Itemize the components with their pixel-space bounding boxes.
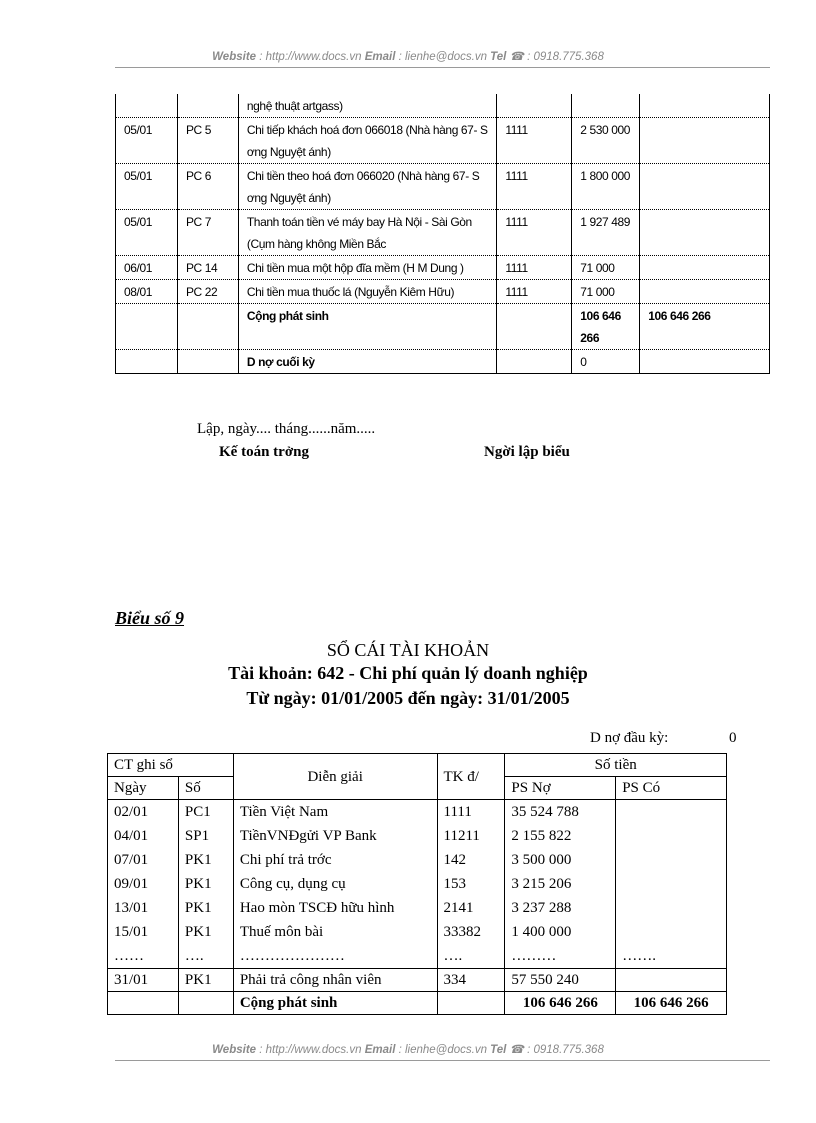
email-value: : lienhe@docs.vn	[395, 51, 491, 63]
cell-debit	[572, 94, 640, 118]
ledger-cell-date: 09/01	[108, 872, 179, 896]
email-label: Email	[364, 51, 396, 63]
ledger-cell-num: ….	[178, 944, 233, 969]
ledger-cell-desc: TiềnVNĐgửi VP Bank	[233, 824, 437, 848]
ledger-last-row: 31/01 PK1 Phải trả công nhân viên 334 57 550 240	[108, 969, 727, 992]
cell-date: 05/01	[116, 164, 178, 210]
cell-credit	[640, 256, 770, 280]
cell-acct: 1111	[497, 118, 572, 164]
cell-credit	[640, 164, 770, 210]
cell-desc: Chi tiền theo hoá đơn 066020 (Nhà hàng 67- S ơng Nguyệt ánh)	[238, 164, 497, 210]
cell-desc: nghệ thuật artgass)	[238, 94, 497, 118]
ledger-cell-acct: 2141	[437, 896, 505, 920]
cell-debit: 71 000	[572, 256, 640, 280]
ledger-cell-desc: Tiền Việt Nam	[233, 800, 437, 825]
ledger-cell-debit: 3 237 288	[505, 896, 616, 920]
tel-value: : 0918.775.368	[523, 51, 604, 63]
table-row	[116, 94, 770, 118]
cell-code: PC 5	[177, 118, 238, 164]
cell-acct	[497, 94, 572, 118]
cell-date: 05/01	[116, 118, 178, 164]
cell-acct: 1111	[497, 256, 572, 280]
ledger-cell-num: PK1	[178, 920, 233, 944]
table-row	[116, 256, 770, 280]
closing-value: 0	[572, 350, 640, 374]
ledger-cell-desc: Thuế môn bài	[233, 920, 437, 944]
header-ct: CT ghi sổ	[108, 754, 234, 777]
cell-date: 06/01	[116, 256, 178, 280]
header-amount: Số tiền	[505, 754, 727, 777]
closing-row	[116, 350, 770, 374]
table-row	[116, 280, 770, 304]
cell-debit: 1 927 489	[572, 210, 640, 256]
ledger-cell-date: 02/01	[108, 800, 179, 825]
ledger-cell-desc: Chi phí trả trớc	[233, 848, 437, 872]
ledger-cell-debit: ………	[505, 944, 616, 969]
header-divider	[115, 67, 770, 68]
table-row	[116, 164, 770, 210]
form-title: Biểu số 9	[115, 608, 185, 628]
cell-code: PC 14	[177, 256, 238, 280]
cell-credit	[640, 94, 770, 118]
cell-credit	[640, 210, 770, 256]
ledger-header-row-1	[108, 754, 727, 777]
cell-debit: 1 800 000	[572, 164, 640, 210]
ledger-cell-credit	[616, 800, 727, 825]
ledger-cell-acct: 33382	[437, 920, 505, 944]
page-footer: Website : http://www.docs.vn Email : lienhe@docs.vn Tel ☎ : 0918.775.368	[212, 1044, 604, 1056]
phone-icon: ☎	[509, 51, 524, 63]
chief-accountant-label: Kế toán trởng	[219, 444, 309, 460]
table-row	[116, 210, 770, 256]
ledger-period: Từ ngày: 01/01/2005 đến ngày: 31/01/2005	[246, 688, 570, 708]
opening-balance-label: D nợ đầu kỳ:	[590, 730, 669, 746]
tel-label: Tel	[490, 51, 507, 63]
ledger-account: Tài khoản: 642 - Chi phí quản lý doanh nghiệp	[228, 663, 588, 683]
phone-icon: ☎	[509, 1044, 524, 1056]
cell-acct: 1111	[497, 280, 572, 304]
ledger-table	[107, 753, 727, 1015]
ledger-row	[108, 848, 727, 872]
ledger-row	[108, 944, 727, 969]
ledger-cell-num: PK1	[178, 896, 233, 920]
cell-code: PC 7	[177, 210, 238, 256]
ledger-cell-date: 13/01	[108, 896, 179, 920]
ledger-cell-credit	[616, 848, 727, 872]
ledger-cell-debit: 2 155 822	[505, 824, 616, 848]
cell-desc: Chi tiền mua thuốc lá (Nguyễn Kiêm Hữu)	[238, 280, 497, 304]
page-header	[0, 49, 816, 63]
ledger-title: SỔ CÁI TÀI KHOẢN	[326, 640, 490, 660]
ledger-cell-acct: 153	[437, 872, 505, 896]
ledger-row	[108, 872, 727, 896]
expense-detail-table	[115, 94, 770, 374]
ledger-cell-num: PK1	[178, 848, 233, 872]
total-credit: 106 646 266	[640, 304, 770, 350]
cell-code: PC 6	[177, 164, 238, 210]
ledger-cell-acct: 142	[437, 848, 505, 872]
ledger-cell-desc: …………………	[233, 944, 437, 969]
ledger-cell-date: 04/01	[108, 824, 179, 848]
total-label: Cộng phát sinh	[238, 304, 497, 350]
cell-debit: 71 000	[572, 280, 640, 304]
total-debit: 106 646 266	[572, 304, 640, 350]
cell-acct: 1111	[497, 210, 572, 256]
header-credit: PS Có	[616, 777, 727, 800]
ledger-cell-credit	[616, 896, 727, 920]
ledger-total-credit: 106 646 266	[616, 992, 727, 1015]
cell-code: PC 22	[177, 280, 238, 304]
ledger-cell-date: ……	[108, 944, 179, 969]
cell-desc: Thanh toán tiền vé máy bay Hà Nội - Sài Gòn (Cụm hàng không Miền Bắc	[238, 210, 497, 256]
cell-date: 08/01	[116, 280, 178, 304]
preparer-label: Ngời lập biểu	[484, 444, 570, 460]
ledger-cell-credit	[616, 872, 727, 896]
ledger-row	[108, 896, 727, 920]
signature-date-line: Lập, ngày.... tháng......năm.....	[197, 421, 376, 437]
header-debit: PS Nợ	[505, 777, 616, 800]
ledger-cell-acct: 1111	[437, 800, 505, 825]
footer-divider	[115, 1060, 770, 1061]
header-num: Số	[178, 777, 233, 800]
website-label: Website	[212, 51, 257, 63]
ledger-cell-date: 07/01	[108, 848, 179, 872]
ledger-total-debit: 106 646 266	[505, 992, 616, 1015]
ledger-cell-debit: 3 500 000	[505, 848, 616, 872]
ledger-cell-acct: 11211	[437, 824, 505, 848]
ledger-cell-credit: …….	[616, 944, 727, 969]
ledger-cell-date: 15/01	[108, 920, 179, 944]
cell-date	[116, 94, 178, 118]
ledger-row	[108, 800, 727, 825]
ledger-cell-num: PC1	[178, 800, 233, 825]
header-desc: Diễn giải	[233, 754, 437, 800]
website-value: : http://www.docs.vn	[256, 51, 365, 63]
cell-code	[177, 94, 238, 118]
header-acct: TK đ/	[437, 754, 505, 800]
ledger-cell-debit: 1 400 000	[505, 920, 616, 944]
closing-label: D nợ cuối kỳ	[238, 350, 497, 374]
table-row	[116, 118, 770, 164]
ledger-cell-debit: 3 215 206	[505, 872, 616, 896]
ledger-row	[108, 920, 727, 944]
cell-credit	[640, 118, 770, 164]
ledger-cell-credit	[616, 824, 727, 848]
cell-credit	[640, 280, 770, 304]
opening-balance-value: 0	[729, 730, 737, 746]
ledger-total-label: Cộng phát sinh	[233, 992, 437, 1015]
ledger-cell-credit	[616, 920, 727, 944]
cell-desc: Chi tiền mua một hộp đĩa mềm (H M Dung )	[238, 256, 497, 280]
ledger-cell-desc: Công cụ, dụng cụ	[233, 872, 437, 896]
cell-date: 05/01	[116, 210, 178, 256]
ledger-cell-num: PK1	[178, 872, 233, 896]
ledger-cell-desc: Hao mòn TSCĐ hữu hình	[233, 896, 437, 920]
ledger-row	[108, 824, 727, 848]
ledger-cell-debit: 35 524 788	[505, 800, 616, 825]
header-date: Ngày	[108, 777, 179, 800]
total-row	[116, 304, 770, 350]
cell-desc: Chi tiếp khách hoá đơn 066018 (Nhà hàng 67- S ơng Nguyệt ánh)	[238, 118, 497, 164]
cell-debit: 2 530 000	[572, 118, 640, 164]
ledger-cell-num: SP1	[178, 824, 233, 848]
cell-acct: 1111	[497, 164, 572, 210]
ledger-cell-acct: ….	[437, 944, 505, 969]
ledger-total-row	[108, 992, 727, 1015]
